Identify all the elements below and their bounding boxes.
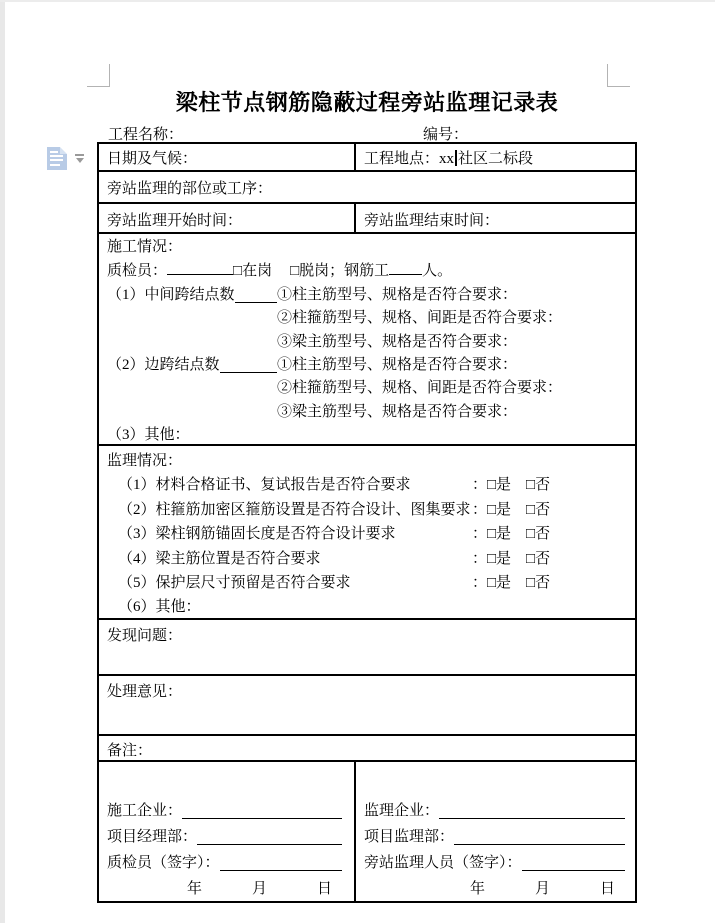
supervision-question-6: （6）其他： [118,599,201,616]
construction-signature-cell [99,762,356,901]
handling-opinion-cell [99,676,635,736]
problems-found-label: 发现问题： [107,628,183,644]
yes-no-checkboxes-1: ：□是 □否 [472,477,551,494]
qc-inspector-sign-label: 质检员（签字）： [107,855,220,871]
edge-span-item-3: ③梁主筋型号、规格是否符合要求： [277,403,518,420]
construction-heading: 施工情况： [107,239,183,255]
project-supervision-dept-line [364,824,625,850]
mid-span-item-3: ③梁主筋型号、规格是否符合要求： [277,333,518,350]
form-header [97,123,637,142]
edge-span-joint-line [107,354,635,377]
paste-document-icon [47,147,67,170]
document-number-label: 编号： [423,127,469,143]
mid-span-item-1: ①柱主筋型号、规格是否符合要求： [277,286,518,303]
edge-span-joint-label: （2）边跨结点数 [107,357,220,374]
day-label: 日 [599,881,615,897]
construction-company-label: 施工企业： [107,803,183,819]
project-supervision-dept-label: 项目监理部： [364,829,455,845]
window-edge-top [0,0,715,2]
yes-no-checkboxes-5: ：□是 □否 [472,575,551,592]
project-manager-dept-blank [197,824,342,845]
table-row-date-location [99,144,635,172]
project-name-label: 工程名称： [108,127,184,143]
start-time-label: 旁站监理开始时间： [107,213,243,229]
construction-status-cell [99,234,635,446]
edge-span-count-blank [220,354,277,373]
mid-span-joint-label: （1）中间跨结点数 [107,286,235,303]
qc-inspector-label: 质检员： [107,263,168,280]
yes-no-checkboxes-4: ：□是 □否 [472,550,551,567]
supervision-item-5 [107,571,635,595]
chevron-down-icon [74,154,85,164]
construction-other-label: （3）其他： [107,427,190,444]
worker-count-suffix: 人。 [422,263,453,280]
supervision-question-5: （5）保护层尺寸预留是否符合要求 [118,575,351,592]
year-label: 年 [186,881,202,897]
supervision-company-line [364,798,625,824]
text-boundary-mark-top-right [607,64,631,88]
yes-no-checkboxes-3: ：□是 □否 [472,526,551,543]
text-cursor [455,150,457,166]
supervision-question-4: （4）梁主筋位置是否符合要求 [118,550,321,567]
project-location-value: xx [439,151,455,167]
qc-name-blank [167,259,233,275]
signature-row [99,762,635,901]
mid-span-joint-line [107,284,635,307]
table-row-position-process [99,172,635,204]
table-row-times [99,204,635,234]
problems-found-cell [99,620,635,676]
supervision-record-table [97,142,637,903]
text-boundary-mark-top-left [87,64,111,88]
mid-span-count-blank [235,284,277,303]
supervision-item-4 [107,547,635,571]
qc-inspector-sign-line [107,850,342,876]
supervision-heading: 监理情况： [107,453,183,469]
edge-span-item-2: ②柱箍筋型号、规格、间距是否符合要求： [277,380,563,397]
handling-opinion-label: 处理意见： [107,684,183,700]
paste-options-button[interactable] [45,146,87,172]
window-edge-left [0,0,5,923]
supervision-question-2: （2）柱箍筋加密区箍筋设置是否符合设计、图集要求 [118,501,471,518]
qc-inspector-line [107,259,635,283]
supervision-item-3 [107,522,635,546]
supervision-status-cell [99,446,635,620]
position-process-label: 旁站监理的部位或工序： [107,181,273,197]
month-label: 月 [534,881,550,897]
qc-inspector-sign-blank [220,850,342,871]
end-time-cell [356,204,635,232]
worker-count-blank [389,259,422,275]
construction-company-line [107,798,342,824]
date-weather-cell [99,144,356,170]
remarks-cell [99,736,635,762]
onsite-supervisor-sign-blank [522,850,625,871]
supervision-signature-cell [356,762,635,901]
construction-date-line [107,876,342,902]
onsite-supervisor-sign-label: 旁站监理人员（签字）： [364,855,522,871]
supervision-company-blank [439,798,625,819]
supervision-date-line [364,876,625,902]
construction-company-blank [182,798,342,819]
onsite-supervisor-sign-line [364,850,625,876]
supervision-item-2 [107,498,635,522]
project-location-label: 工程地点： [364,151,440,167]
remarks-label: 备注： [107,743,153,759]
supervision-question-3: （3）梁柱钢筋锚固长度是否符合设计要求 [118,526,396,543]
start-time-cell [99,204,356,232]
supervision-item-6 [107,595,635,619]
supervision-company-label: 监理企业： [364,803,440,819]
edge-span-item-1: ①柱主筋型号、规格是否符合要求： [277,357,518,374]
month-label: 月 [251,881,267,897]
day-label: 日 [316,881,332,897]
supervision-item-1 [107,473,635,497]
onduty-checkbox: □在岗 [233,263,273,280]
project-location-cell [356,144,635,170]
end-time-label: 旁站监理结束时间： [364,213,500,229]
project-supervision-dept-blank [454,824,625,845]
year-label: 年 [469,881,485,897]
project-location-value-rest: 社区二标段 [458,151,534,167]
project-manager-dept-line [107,824,342,850]
mid-span-item-2: ②柱箍筋型号、规格、间距是否符合要求： [277,310,563,327]
offduty-checkbox: □脱岗；钢筋工 [290,263,390,280]
project-manager-dept-label: 项目经理部： [107,829,198,845]
yes-no-checkboxes-2: ：□是 □否 [472,501,551,518]
date-weather-label: 日期及气候： [107,151,198,167]
supervision-question-1: （1）材料合格证书、复试报告是否符合要求 [118,477,411,494]
page-title: 梁柱节点钢筋隐蔽过程旁站监理记录表 [175,90,559,115]
